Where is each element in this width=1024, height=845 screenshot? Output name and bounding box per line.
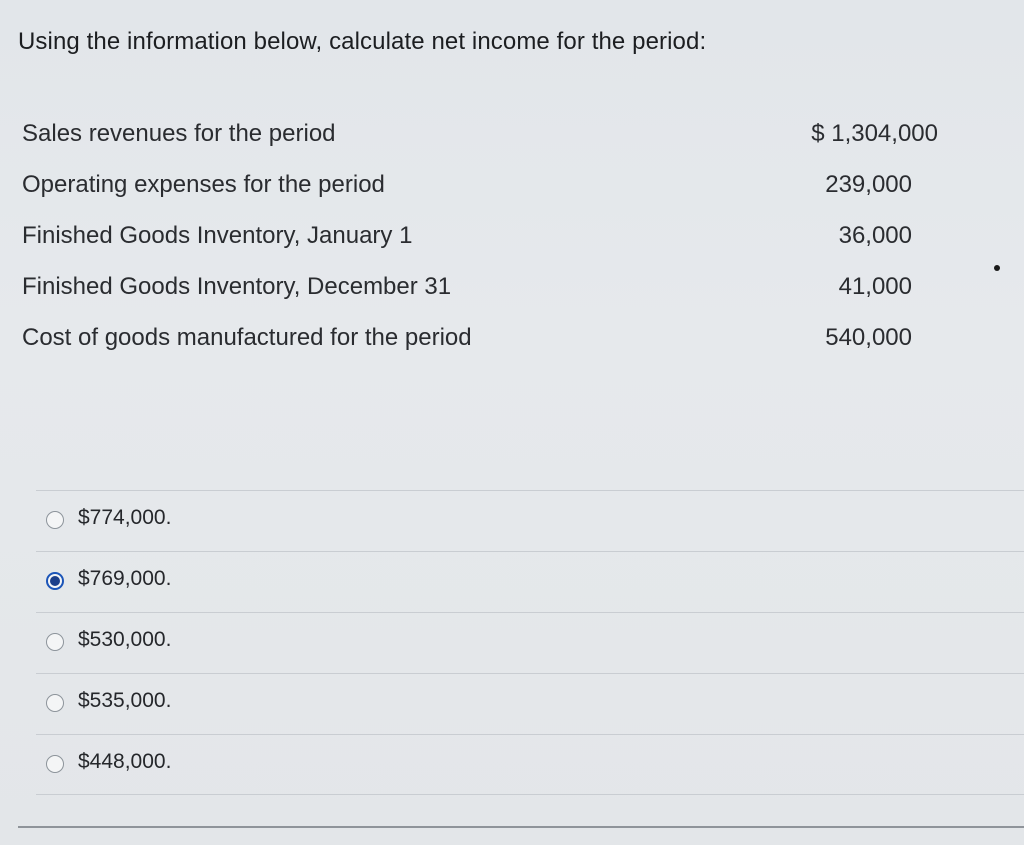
data-row-value: 540,000 <box>825 324 912 351</box>
data-row <box>22 269 942 320</box>
answer-option-label[interactable]: $774,000. <box>78 506 172 529</box>
answer-option-label[interactable]: $530,000. <box>78 628 172 651</box>
data-row-label: Operating expenses for the period <box>22 171 385 198</box>
data-row-value: 239,000 <box>825 171 912 198</box>
radio-button[interactable] <box>46 755 64 773</box>
data-row <box>22 218 942 269</box>
radio-button[interactable] <box>46 633 64 651</box>
data-row-label: Sales revenues for the period <box>22 120 336 147</box>
data-row-value: 36,000 <box>838 222 912 249</box>
data-row-value: 41,000 <box>838 273 912 300</box>
data-table <box>22 116 942 371</box>
radio-button[interactable] <box>46 694 64 712</box>
answer-option-1[interactable] <box>36 490 1024 551</box>
radio-button-selected[interactable] <box>46 572 64 590</box>
answer-option-label[interactable]: $769,000. <box>78 567 172 590</box>
answer-option-5[interactable] <box>36 734 1024 795</box>
answer-option-label[interactable]: $535,000. <box>78 689 172 712</box>
data-row <box>22 320 942 371</box>
stray-dot <box>994 265 1000 271</box>
radio-button[interactable] <box>46 511 64 529</box>
data-row <box>22 167 942 218</box>
bottom-divider <box>18 826 1024 828</box>
data-row-value: $ 1,304,000 <box>811 120 938 147</box>
data-row-label: Finished Goods Inventory, December 31 <box>22 273 452 300</box>
answer-option-label[interactable]: $448,000. <box>78 750 172 773</box>
answer-option-4[interactable] <box>36 673 1024 734</box>
answer-option-3[interactable] <box>36 612 1024 673</box>
data-row-label: Cost of goods manufactured for the period <box>22 324 472 351</box>
data-row-label: Finished Goods Inventory, January 1 <box>22 222 413 249</box>
answer-option-2[interactable] <box>36 551 1024 612</box>
answer-options <box>36 490 1024 795</box>
question-text: Using the information below, calculate net income for the period: <box>18 28 707 55</box>
data-row <box>22 116 942 167</box>
